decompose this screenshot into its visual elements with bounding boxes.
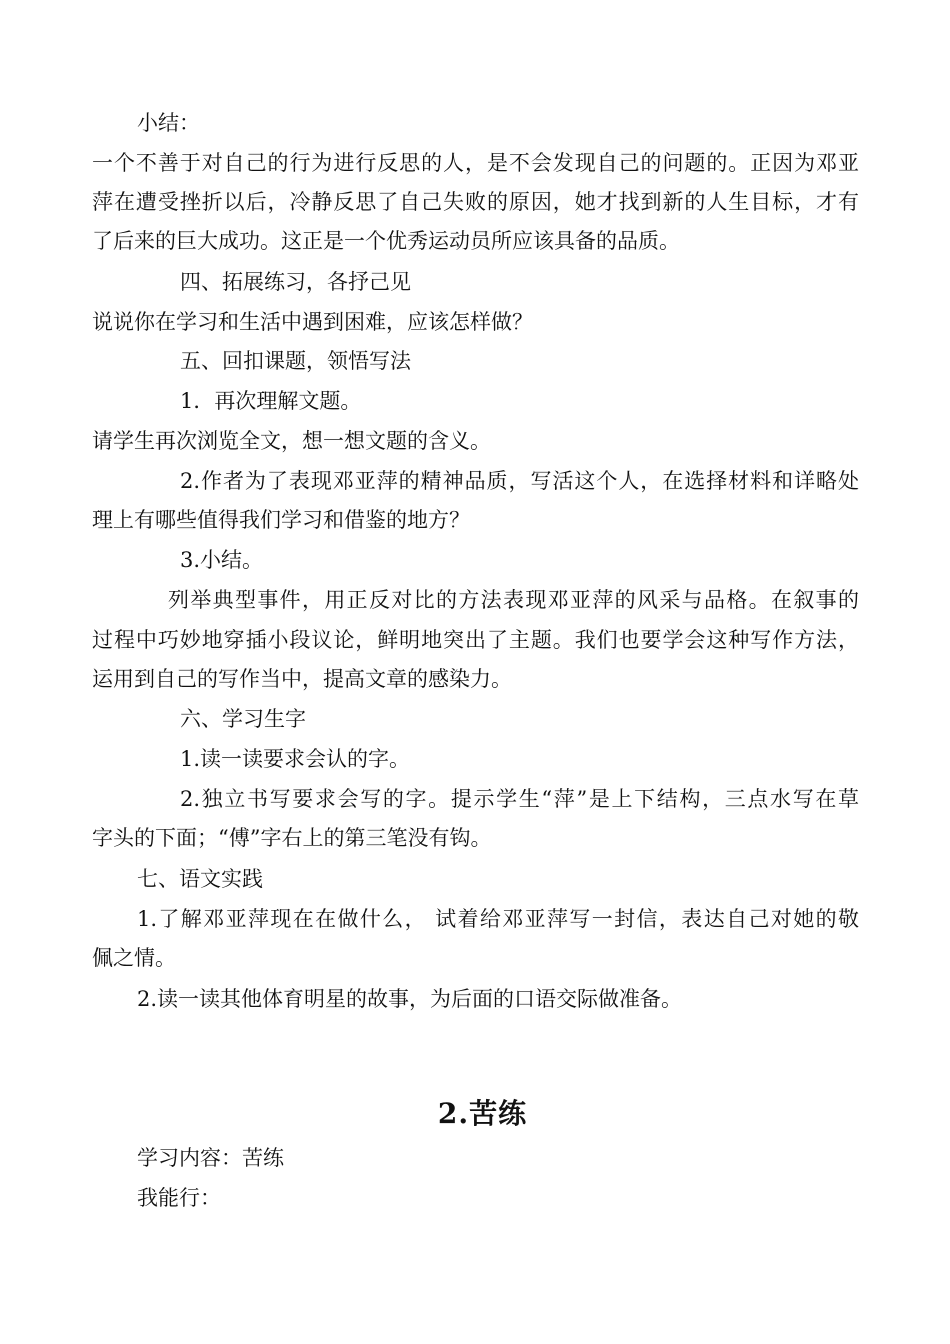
- study-content-label: 学习内容：苦练: [137, 1146, 284, 1170]
- paragraph-line: 说说你在学习和生活中遇到困难，应该怎样做？: [92, 310, 533, 334]
- list-item: 2.作者为了表现邓亚萍的精神品质，写活这个人，在选择材料和详略处: [180, 469, 859, 493]
- summary-paragraph-line: 一个不善于对自己的行为进行反思的人，是不会发现自己的问题的。正因为邓亚: [92, 151, 859, 175]
- list-item: 1.读一读要求会认的字。: [180, 747, 411, 771]
- paragraph-line: 过程中巧妙地穿插小段议论，鲜明地突出了主题。我们也要学会这种写作方法，: [92, 628, 859, 652]
- list-item: 2.读一读其他体育明星的故事，为后面的口语交际做准备。: [137, 987, 683, 1011]
- i-can-label: 我能行：: [137, 1186, 221, 1210]
- paragraph-line: 字头的下面；“傅”字右上的第三笔没有钩。: [92, 826, 492, 850]
- section-heading-5: 五、回扣课题，领悟写法: [180, 349, 411, 373]
- list-item: 1.了解邓亚萍现在在做什么， 试着给邓亚萍写一封信，表达自己对她的敬: [137, 907, 859, 931]
- paragraph-line: 运用到自己的写作当中，提高文章的感染力。: [92, 667, 512, 691]
- section-heading-4: 四、拓展练习，各抒己见: [180, 270, 411, 294]
- list-item: 1．再次理解文题。: [180, 389, 362, 413]
- paragraph-line: 请学生再次浏览全文，想一想文题的含义。: [92, 429, 491, 453]
- list-item: 2.独立书写要求会写的字。提示学生“萍”是上下结构，三点水写在草: [180, 787, 859, 811]
- summary-heading: 小结：: [137, 111, 200, 135]
- paragraph-line: 列举典型事件，用正反对比的方法表现邓亚萍的风采与品格。在叙事的: [168, 588, 859, 612]
- list-item: 3.小结。: [180, 548, 264, 572]
- paragraph-line: 理上有哪些值得我们学习和借鉴的地方？: [92, 508, 470, 532]
- paragraph-line: 佩之情。: [92, 946, 176, 970]
- summary-paragraph-line: 萍在遭受挫折以后，冷静反思了自己失败的原因，她才找到新的人生目标，才有: [92, 190, 859, 214]
- section-title: 2.苦练: [437, 1097, 528, 1130]
- section-heading-6: 六、学习生字: [180, 707, 306, 731]
- summary-paragraph-line: 了后来的巨大成功。这正是一个优秀运动员所应该具备的品质。: [92, 229, 680, 253]
- section-heading-7: 七、语文实践: [137, 867, 263, 891]
